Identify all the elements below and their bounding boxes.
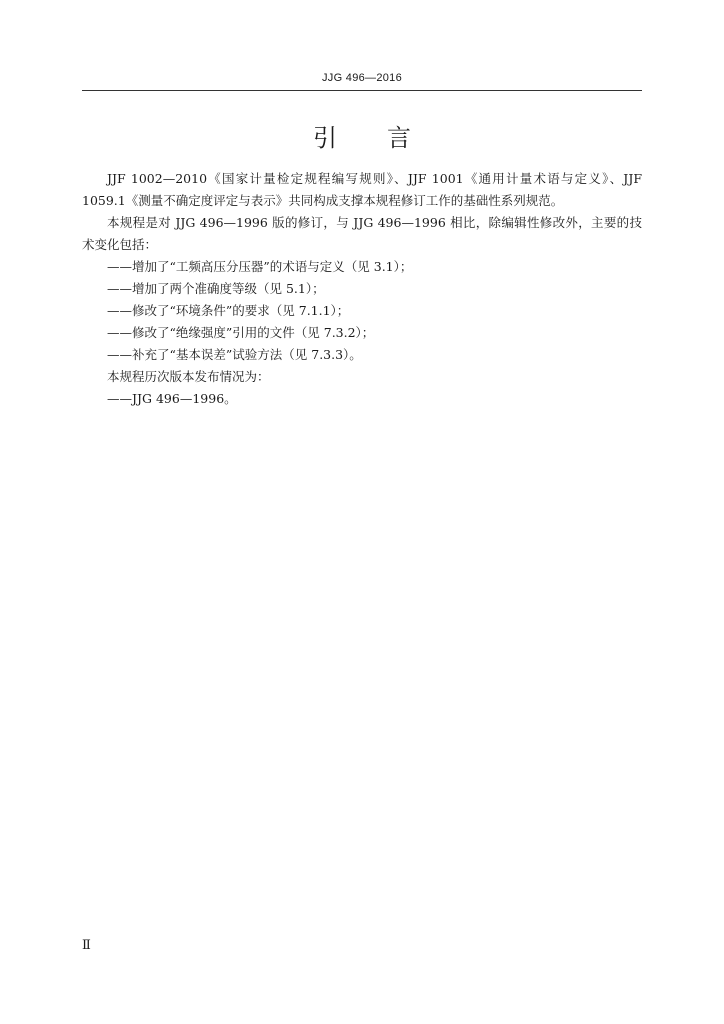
change-item: ——增加了“工频高压分压器”的术语与定义（见 3.1）； <box>107 259 413 274</box>
page-title: 引言 <box>313 124 461 152</box>
change-item: ——修改了“绝缘强度”引用的文件（见 7.3.2）； <box>107 325 375 340</box>
change-item: ——补充了“基本误差”试验方法（见 7.3.3）。 <box>107 347 362 362</box>
intro-paragraph: JJF 1002—2010《国家计量检定规程编写规则》、JJF 1001《通用计量术语与定义》、JJF 1059.1《测量不确定度评定与表示》共同构成支撑本规程修订工作的基础性系列规范。 <box>82 171 642 208</box>
change-item: ——修改了“环境条件”的要求（见 7.1.1）； <box>107 303 350 318</box>
header-rule <box>82 90 642 91</box>
change-item: ——增加了两个准确度等级（见 5.1）； <box>107 281 325 296</box>
history-item: ——JJG 496—1996。 <box>107 391 237 406</box>
revision-paragraph: 本规程是对 JJG 496—1996 版的修订，与 JJG 496—1996 相比，除编辑性修改外，主要的技术变化包括： <box>82 215 642 252</box>
document-body <box>82 168 642 410</box>
running-header: JJG 496—2016 <box>321 72 403 84</box>
page-number: Ⅱ <box>82 938 91 953</box>
history-intro: 本规程历次版本发布情况为： <box>107 369 270 384</box>
